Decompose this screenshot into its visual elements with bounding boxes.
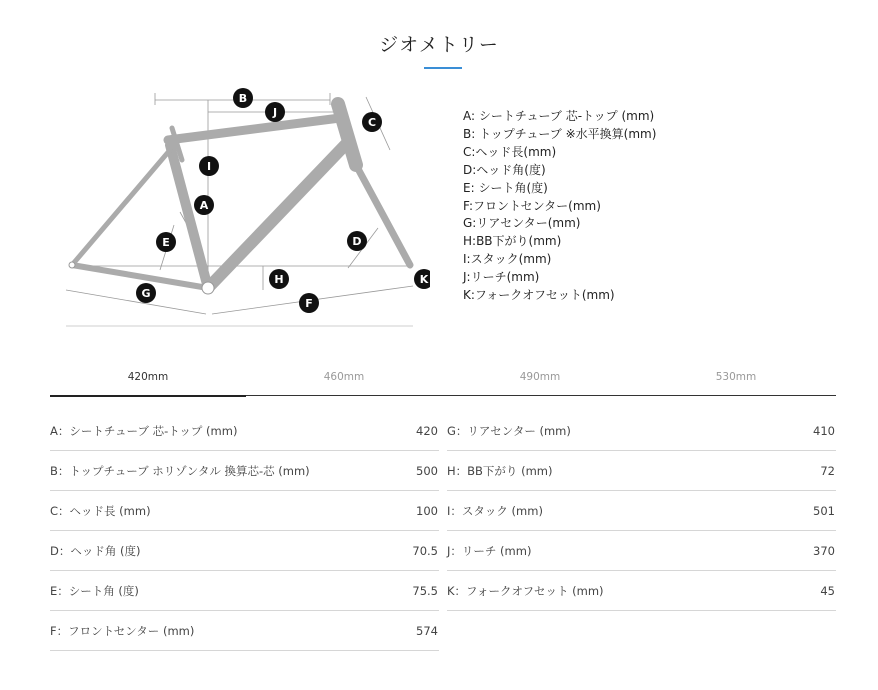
spec-value: 75.5 [412,583,438,598]
spec-label: H：BB下がり (mm) [447,463,553,478]
spec-value: 410 [813,423,835,438]
svg-text:G: G [141,287,151,300]
legend-item-g: G:リアセンター(mm) [463,216,581,231]
spec-value: 420 [416,423,438,438]
dimension-legend [463,108,656,305]
marker-h [269,269,289,289]
spec-value: 370 [813,543,835,558]
size-tabs [50,360,836,396]
marker-d [347,231,367,251]
spec-row-k [447,571,836,611]
marker-j [265,102,285,122]
svg-text:F: F [305,297,313,310]
legend-item-i: I:スタック(mm) [463,252,552,267]
spec-value: 100 [416,503,438,518]
spec-row-d [50,531,439,571]
marker-i [199,156,219,176]
spec-label: B：トップチューブ ホリゾンタル 換算芯-芯 (mm) [50,463,310,478]
spec-table-left [50,411,439,651]
legend-item-e: E: シート角(度) [463,180,548,195]
frame-geometry-diagram [55,80,430,335]
marker-a [194,195,214,215]
marker-c [362,112,382,132]
spec-row-h [447,451,836,491]
spec-row-c [50,491,439,531]
title-underline [424,67,462,69]
legend-item-f: F:フロントセンター(mm) [463,198,601,213]
spec-label: C：ヘッド長 (mm) [50,503,151,518]
spec-row-g [447,411,836,451]
spec-value: 70.5 [412,543,438,558]
spec-label: E：シート角 (度) [50,583,139,598]
legend-item-a: A: シートチューブ 芯-トップ (mm) [463,109,655,123]
tab-size-460[interactable]: 460mm [323,371,365,383]
spec-value: 574 [416,623,438,638]
spec-label: A：シートチューブ 芯-トップ (mm) [50,423,238,438]
legend-item-c: C:ヘッド長(mm) [463,144,557,159]
spec-value: 72 [820,463,835,478]
spec-row-i [447,491,836,531]
page-title: ジオメトリー [379,34,499,56]
tab-size-530[interactable]: 530mm [715,371,757,383]
tab-size-490[interactable]: 490mm [519,371,561,383]
spec-value: 45 [820,583,835,598]
svg-text:B: B [238,92,248,105]
spec-label: G：リアセンター (mm) [447,423,571,438]
spec-row-a [50,411,439,451]
spec-row-b [50,451,439,491]
spec-row-f [50,611,439,651]
spec-value: 501 [813,503,835,518]
spec-label: F：フロントセンター (mm) [50,623,195,638]
tab-size-420[interactable]: 420mm [50,360,246,395]
spec-label: D：ヘッド角 (度) [50,543,141,558]
svg-text:I: I [206,160,212,173]
svg-text:D: D [352,235,362,248]
marker-e [156,232,176,252]
spec-table-right [447,411,836,611]
legend-item-h: H:BB下がり(mm) [463,234,562,249]
svg-text:E: E [162,236,170,249]
marker-k [414,269,430,289]
legend-item-d: D:ヘッド角(度) [463,162,546,177]
spec-value: 500 [416,463,438,478]
spec-label: J：リーチ (mm) [447,543,532,558]
marker-b [233,88,253,108]
legend-item-k: K:フォークオフセット(mm) [463,288,615,303]
svg-text:K: K [419,273,429,286]
marker-f [299,293,319,313]
svg-text:A: A [199,199,209,212]
legend-item-j: J:リーチ(mm) [463,270,540,285]
svg-text:H: H [274,273,284,286]
spec-row-e [50,571,439,611]
svg-text:J: J [272,106,278,119]
spec-label: I：スタック (mm) [447,503,543,518]
spec-label: K：フォークオフセット (mm) [447,583,604,598]
spec-row-j [447,531,836,571]
marker-g [136,283,156,303]
svg-text:C: C [367,116,377,129]
legend-item-b: B: トップチューブ ※水平換算(mm) [463,126,657,141]
